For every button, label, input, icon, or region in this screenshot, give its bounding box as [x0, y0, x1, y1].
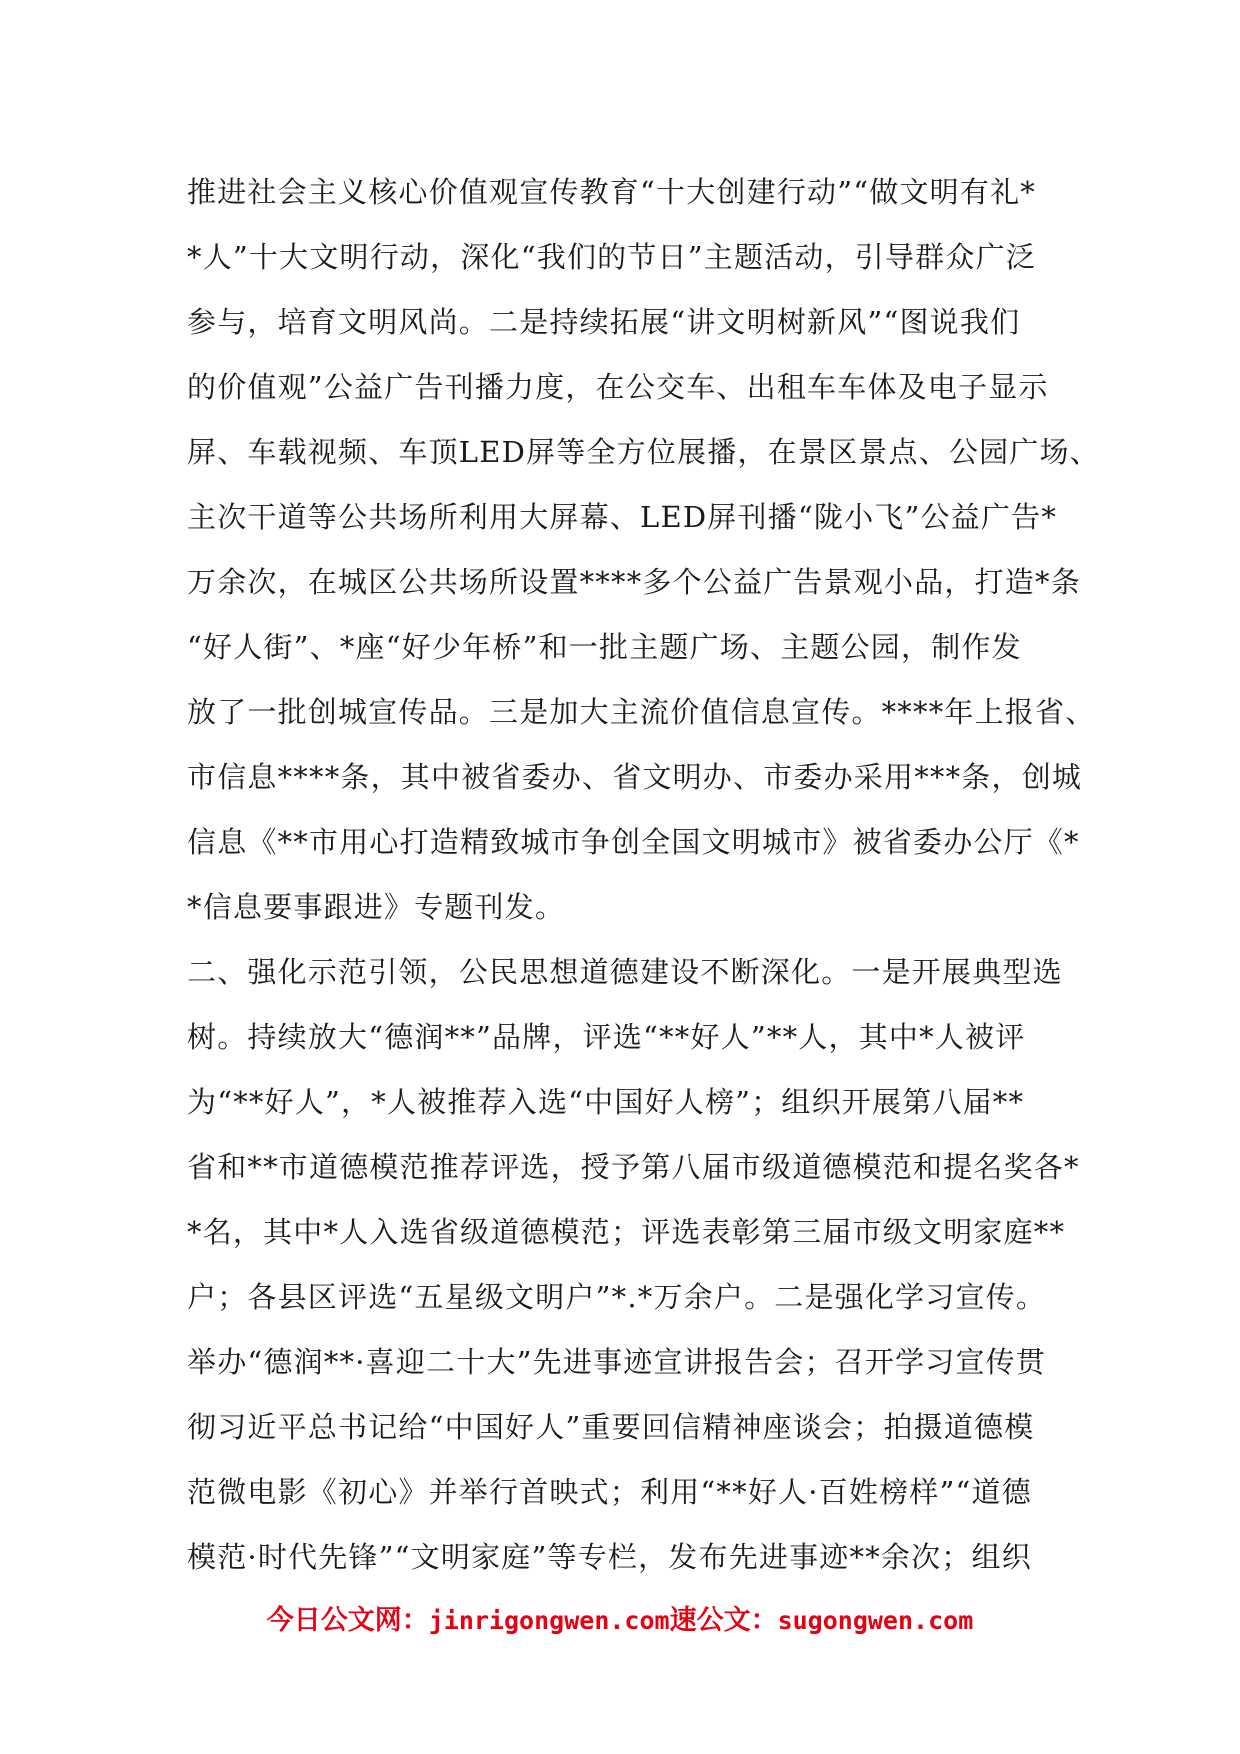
text-line: 推进社会主义核心价值观宣传教育“十大创建行动”“做文明有礼*: [187, 175, 1036, 209]
text-line: 树。持续放大“德润**”品牌，评选“**好人”**人，其中*人被评: [187, 1020, 1026, 1054]
text-line: 市信息****条，其中被省委办、省文明办、市委办采用***条，创城: [187, 760, 1083, 794]
text-line: 参与，培育文明风尚。二是持续拓展“讲文明树新风”“图说我们: [187, 305, 1021, 339]
text-line: 举办“德润**·喜迎二十大”先进事迹宣讲报告会；召开学习宣传贯: [187, 1345, 1047, 1379]
footer-site1-link[interactable]: jinrigongwen.com: [428, 1606, 670, 1635]
footer-site2-link[interactable]: sugongwen.com: [777, 1606, 974, 1635]
text-line: *名，其中*人入选省级道德模范；评选表彰第三届市级文明家庭**: [187, 1215, 1066, 1249]
text-line: 万余次，在城区公共场所设置****多个公益广告景观小品，打造*条: [187, 565, 1081, 599]
footer-watermark: [0, 1598, 1240, 1637]
section-heading-line: 二、强化示范引领，公民思想道德建设不断深化。一是开展典型选: [187, 955, 1063, 989]
text-line: 省和**市道德模范推荐评选，授予第八届市级道德模范和提名奖各*: [187, 1150, 1080, 1184]
text-line: 模范·时代先锋”“文明家庭”等专栏，发布先进事迹**余次；组织: [187, 1540, 1032, 1574]
text-line: 的价值观”公益广告刊播力度，在公交车、出租车车体及电子显示: [187, 370, 1049, 404]
text-line: 屏、车载视频、车顶LED屏等全方位展播，在景区景点、公园广场、: [187, 435, 1100, 469]
text-line: 彻习近平总书记给“中国好人”重要回信精神座谈会；拍摄道德模: [187, 1410, 1035, 1444]
footer-site2-name: 速公文：: [669, 1605, 778, 1636]
footer-site1-name: 今日公文网：: [266, 1605, 429, 1636]
text-line: 主次干道等公共场所利用大屏幕、LED屏刊播“陇小飞”公益广告*: [187, 500, 1058, 534]
text-line: *信息要事跟进》专题刊发。: [187, 890, 566, 924]
document-body: [187, 172, 1100, 1602]
text-line: *人”十大文明行动，深化“我们的节日”主题活动，引导群众广泛: [187, 240, 1036, 274]
text-line: “好人街”、*座“好少年桥”和一批主题广场、主题公园，制作发: [187, 630, 1022, 664]
text-line: 范微电影《初心》并举行首映式；利用“**好人·百姓榜样”“道德: [187, 1475, 1032, 1509]
text-line: 为“**好人”，*人被推荐入选“中国好人榜”；组织开展第八届**: [187, 1085, 1025, 1119]
text-line: 放了一批创城宣传品。三是加大主流价值信息宣传。****年上报省、: [187, 695, 1096, 729]
text-line: 信息《**市用心打造精致城市争创全国文明城市》被省委办公厅《*: [187, 825, 1080, 859]
text-line: 户；各县区评选“五星级文明户”*.*万余户。二是强化学习宣传。: [187, 1280, 1047, 1314]
